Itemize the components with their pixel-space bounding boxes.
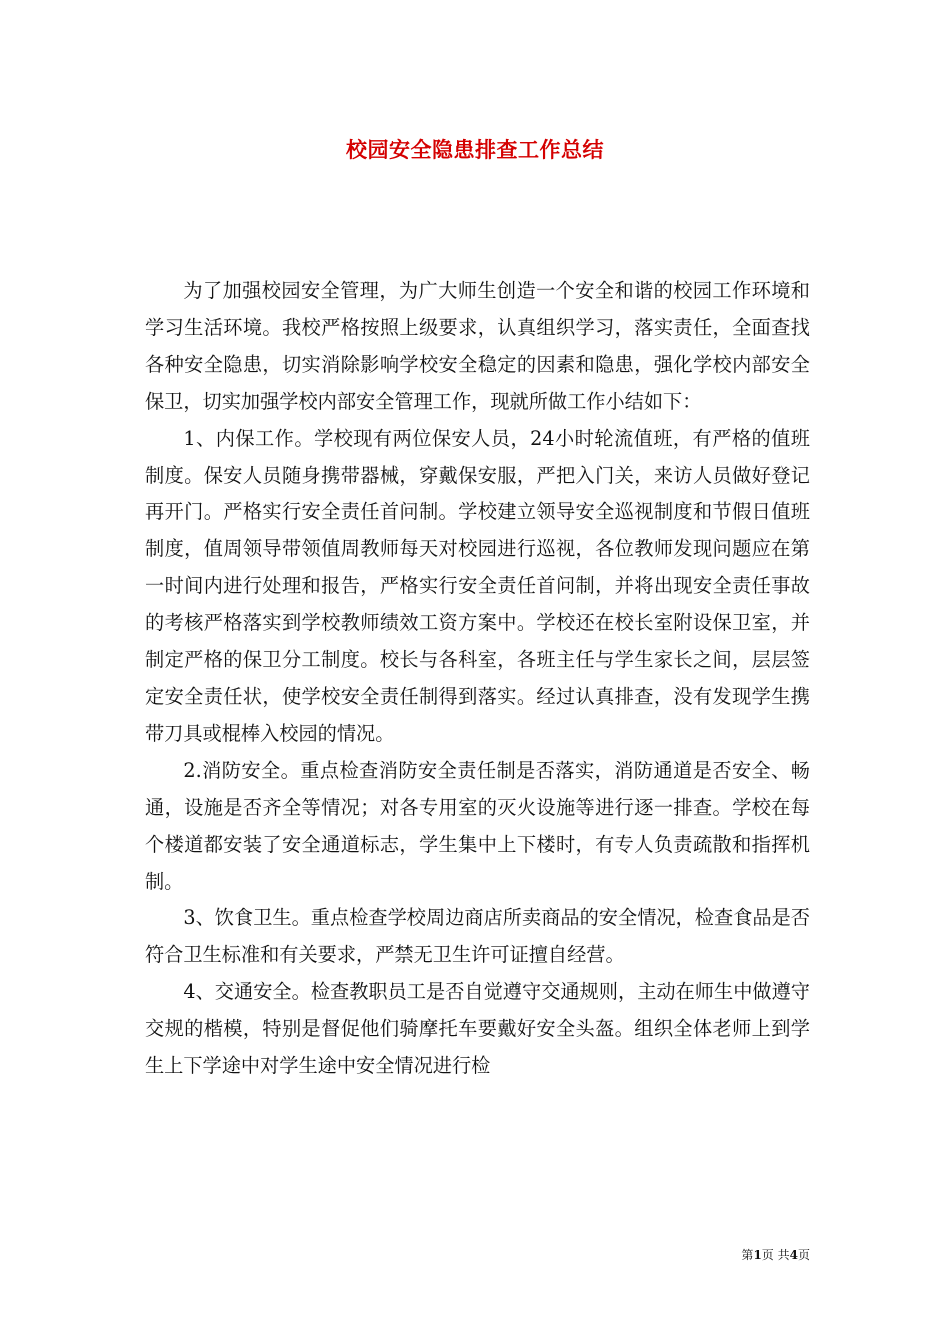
- footer-middle: 页 共: [761, 1248, 790, 1262]
- page-footer: [600, 1246, 810, 1264]
- paragraph-internal-security: 1、内保工作。学校现有两位保安人员，24小时轮流值班，有严格的值班制度。保安人员随身携带器械，穿戴保安服，严把入门关，来访人员做好登记再开门。严格实行安全责任首问制。学校建立领导安全巡视制度和节假日值班制度，值周领导带领值周教师每天对校园进行巡视，各位教师发现问题应在第一时间内进行处理和报告，严格实行安全责任首问制，并将出现安全责任事故的考核严格落实到学校教师绩效工资方案中。学校还在校长室附设保卫室，并制定严格的保卫分工制度。校长与各科室，各班主任与学生家长之间，层层签定安全责任状，使学校安全责任制得到落实。经过认真排查，没有发现学生携带刀具或棍棒入校园的情况。: [145, 426, 810, 745]
- paragraph-traffic-safety: 4、交通安全。检查教职员工是否自觉遵守交通规则，主动在师生中做遵守交规的楷模，特别是督促他们骑摩托车要戴好安全头盔。组织全体老师上到学生上下学途中对学生途中安全情况进行检: [145, 980, 810, 1078]
- paragraph-intro: 为了加强校园安全管理，为广大师生创造一个安全和谐的校园工作环境和学习生活环境。我校严格按照上级要求，认真组织学习，落实责任，全面查找各种安全隐患，切实消除影响学校安全稳定的因素和隐患，强化学校内部安全保卫，切实加强学校内部安全管理工作，现就所做工作小结如下：: [145, 279, 810, 413]
- footer-suffix: 页: [797, 1248, 810, 1262]
- footer-total-pages: 4: [789, 1248, 798, 1262]
- footer-prefix: 第: [741, 1248, 754, 1262]
- document-body: [145, 273, 810, 1085]
- footer-current-page: 1: [753, 1248, 762, 1262]
- document-title: 校园安全隐患排查工作总结: [346, 137, 604, 162]
- paragraph-food-hygiene: 3、饮食卫生。重点检查学校周边商店所卖商品的安全情况，检查食品是否符合卫生标准和有关要求，严禁无卫生许可证擅自经营。: [145, 906, 810, 967]
- paragraph-fire-safety: 2.消防安全。重点检查消防安全责任制是否落实，消防通道是否安全、畅通，设施是否齐全等情况；对各专用室的灭火设施等进行逐一排查。学校在每个楼道都安装了安全通道标志，学生集中上下楼时，有专人负责疏散和指挥机制。: [145, 758, 810, 893]
